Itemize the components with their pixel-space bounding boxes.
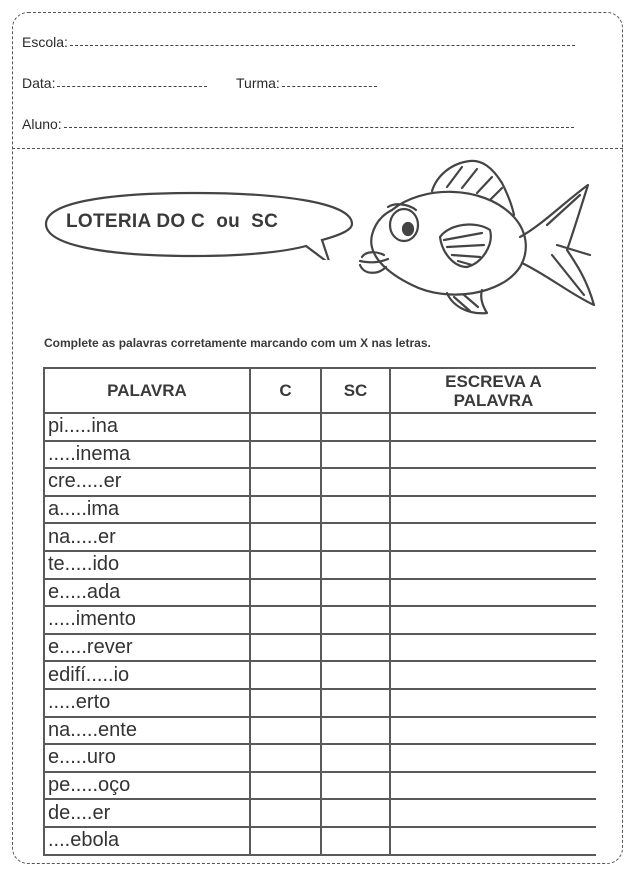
date-field[interactable] [22,75,207,91]
word-cell: cre.....er [44,468,250,496]
table-row [44,799,596,827]
class-field[interactable] [236,75,377,91]
table-header-row [44,368,596,413]
write-word-cell[interactable] [390,689,596,717]
instruction-text: Complete as palavras corretamente marcando com um X nas letras. [44,336,431,350]
school-field[interactable] [22,34,575,50]
table-row [44,661,596,689]
answer-table [43,367,596,856]
table-row [44,551,596,579]
sc-checkbox-cell[interactable] [321,468,390,496]
write-word-cell[interactable] [390,441,596,469]
c-checkbox-cell[interactable] [250,634,321,662]
table-row [44,634,596,662]
write-word-cell[interactable] [390,661,596,689]
fish-illustration-icon [352,155,602,320]
table-row [44,772,596,800]
word-cell: e.....rever [44,634,250,662]
c-checkbox-cell[interactable] [250,551,321,579]
sc-checkbox-cell[interactable] [321,717,390,745]
sc-checkbox-cell[interactable] [321,496,390,524]
word-cell: a.....ima [44,496,250,524]
header-c: C [250,368,321,413]
sc-checkbox-cell[interactable] [321,551,390,579]
c-checkbox-cell[interactable] [250,689,321,717]
write-word-cell[interactable] [390,772,596,800]
word-cell: .....erto [44,689,250,717]
class-blank-line[interactable] [282,86,377,87]
table-row [44,744,596,772]
c-checkbox-cell[interactable] [250,496,321,524]
table-row [44,606,596,634]
word-cell: te.....ido [44,551,250,579]
sc-checkbox-cell[interactable] [321,523,390,551]
c-checkbox-cell[interactable] [250,606,321,634]
c-checkbox-cell[interactable] [250,827,321,855]
c-checkbox-cell[interactable] [250,772,321,800]
word-cell: pe.....oço [44,772,250,800]
write-word-cell[interactable] [390,799,596,827]
date-label: Data: [22,75,56,91]
word-cell: na.....er [44,523,250,551]
table-row [44,468,596,496]
write-word-cell[interactable] [390,634,596,662]
write-word-cell[interactable] [390,468,596,496]
student-blank-line[interactable] [64,127,574,128]
word-cell: e.....uro [44,744,250,772]
word-cell: edifí.....io [44,661,250,689]
header-sc: SC [321,368,390,413]
c-checkbox-cell[interactable] [250,579,321,607]
c-checkbox-cell[interactable] [250,744,321,772]
school-blank-line[interactable] [70,45,575,46]
c-checkbox-cell[interactable] [250,661,321,689]
school-label: Escola: [22,34,68,50]
sc-checkbox-cell[interactable] [321,634,390,662]
write-word-cell[interactable] [390,496,596,524]
word-cell: de....er [44,799,250,827]
write-word-cell[interactable] [390,827,596,855]
c-checkbox-cell[interactable] [250,523,321,551]
write-word-cell[interactable] [390,579,596,607]
table-row [44,579,596,607]
word-cell: na.....ente [44,717,250,745]
write-word-cell[interactable] [390,606,596,634]
sc-checkbox-cell[interactable] [321,799,390,827]
student-label: Aluno: [22,116,62,132]
word-cell: ....ebola [44,827,250,855]
header-palavra: PALAVRA [44,368,250,413]
table-row [44,689,596,717]
c-checkbox-cell[interactable] [250,799,321,827]
c-checkbox-cell[interactable] [250,717,321,745]
c-checkbox-cell[interactable] [250,468,321,496]
sc-checkbox-cell[interactable] [321,827,390,855]
sc-checkbox-cell[interactable] [321,744,390,772]
word-cell: .....imento [44,606,250,634]
date-blank-line[interactable] [57,86,207,87]
table-row [44,717,596,745]
sc-checkbox-cell[interactable] [321,606,390,634]
table-row [44,827,596,855]
sc-checkbox-cell[interactable] [321,772,390,800]
table-row [44,413,596,441]
sc-checkbox-cell[interactable] [321,689,390,717]
c-checkbox-cell[interactable] [250,413,321,441]
student-field[interactable] [22,116,574,132]
sc-checkbox-cell[interactable] [321,441,390,469]
sc-checkbox-cell[interactable] [321,579,390,607]
write-word-cell[interactable] [390,744,596,772]
sc-checkbox-cell[interactable] [321,661,390,689]
table-row [44,441,596,469]
sc-checkbox-cell[interactable] [321,413,390,441]
word-cell: .....inema [44,441,250,469]
c-checkbox-cell[interactable] [250,441,321,469]
table-row [44,523,596,551]
class-label: Turma: [236,75,280,91]
word-cell: e.....ada [44,579,250,607]
header-escreva: ESCREVA A PALAVRA [390,368,596,413]
write-word-cell[interactable] [390,551,596,579]
write-word-cell[interactable] [390,717,596,745]
write-word-cell[interactable] [390,413,596,441]
word-cell: pi.....ina [44,413,250,441]
worksheet-title: LOTERIA DO C ou SC [66,211,279,232]
header-divider [12,148,623,149]
write-word-cell[interactable] [390,523,596,551]
table-row [44,496,596,524]
